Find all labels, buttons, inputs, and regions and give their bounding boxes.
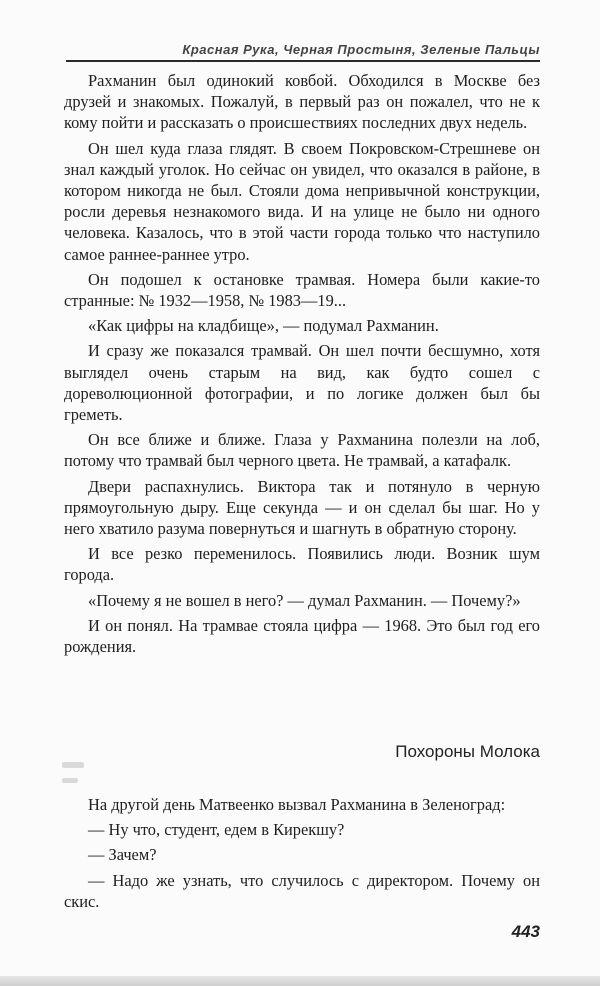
- paragraph: И он понял. На трамвае стояла цифра — 1968. Это был год его рождения.: [64, 615, 540, 657]
- paragraph: Он подошел к остановке трамвая. Номера были какие-то странные: № 1932—1958, № 1983—19...: [64, 269, 540, 311]
- paragraph: «Почему я не вошел в него? — думал Рахманин. — Почему?»: [88, 590, 521, 610]
- paragraph: Он все ближе и ближе. Глаза у Рахманина полезли на лоб, потому что трамвай был черного цвета. Не трамвай, а катафалк.: [64, 430, 540, 471]
- paragraph: — Надо же узнать, что случилось с директором. Почему он скис.: [64, 870, 540, 911]
- scan-smudge: [62, 762, 84, 768]
- section-text: [64, 794, 540, 916]
- page-number: 443: [511, 922, 540, 941]
- paragraph: Двери распахнулись. Виктора так и потянуло в черную прямоугольную дыру. Еще секунда — и он сделал бы шаг. Но у него хватило разума повернуться и шагнуть в обратную сторону.: [64, 476, 540, 539]
- paragraph: На другой день Матвеенко вызвал Рахманина в Зеленоград:: [88, 795, 506, 814]
- paragraph: И сразу же показался трамвай. Он шел почти бесшумно, хотя выглядел очень старым на вид, как будто сошел с дореволюционной фотографии, и по логике должен был бы греметь.: [64, 341, 540, 425]
- header-rule: [66, 60, 540, 62]
- paragraph: И все резко переменилось. Появились люди. Возник шум города.: [64, 544, 540, 585]
- paragraph: — Ну что, студент, едем в Кирекшу?: [88, 820, 345, 840]
- page-bottom-edge: [0, 976, 600, 986]
- section-title: Похороны Молока: [395, 742, 540, 761]
- paragraph: Рахманин был одинокий ковбой. Обходился в Москве без друзей и знакомых. Пожалуй, в первый раз он пожалел, что не к кому пойти и рассказать о происшествиях последних двух недель.: [64, 71, 540, 133]
- paragraph: — Зачем?: [88, 845, 157, 865]
- paragraph: Он шел куда глаза глядят. В своем Покровском-Стрешневе он знал каждый уголок. Но сейчас он увидел, что оказался в районе, в котором никогда не был. Стояли дома непривычной конструкции, росли деревья незнакомого вида. И на улице не было ни одного человека. Казалось, что в этой части города только что наступило самое раннее-раннее утро.: [64, 138, 540, 264]
- running-header: Красная Рука, Черная Простыня, Зеленые Пальцы: [182, 42, 540, 57]
- scan-smudge: [62, 778, 78, 783]
- main-text: [64, 70, 540, 661]
- paragraph: «Как цифры на кладбище», — подумал Рахманин.: [88, 316, 439, 336]
